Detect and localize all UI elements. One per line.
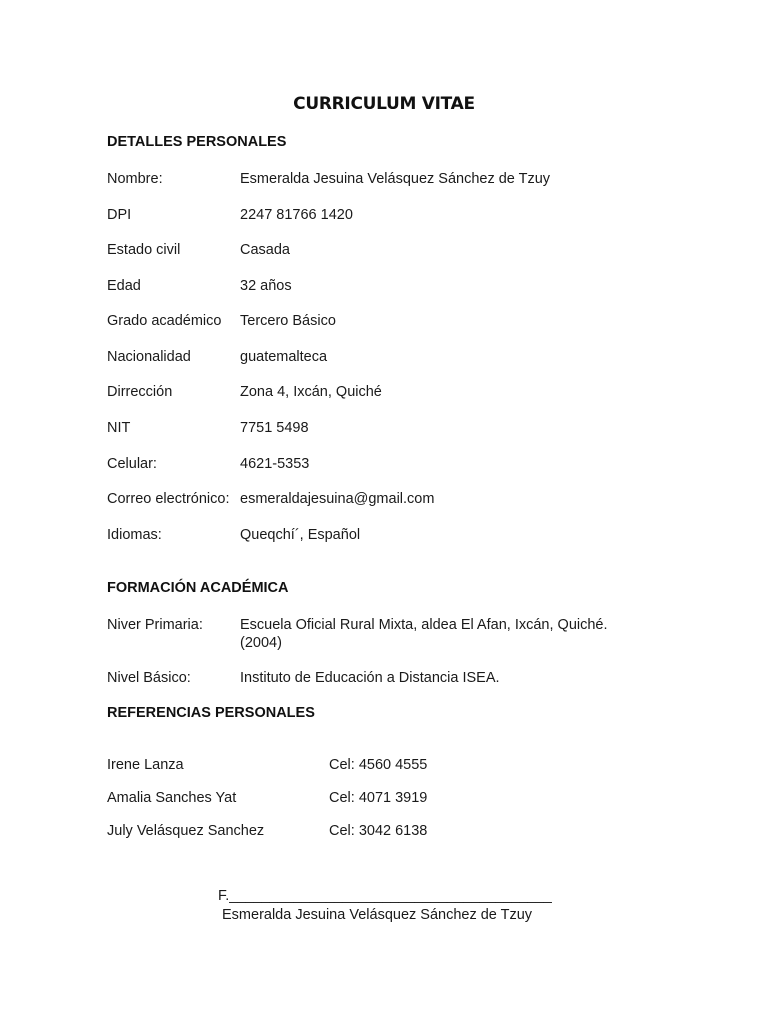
- references-heading: REFERENCIAS PERSONALES: [107, 705, 315, 721]
- reference-name: July Velásquez Sanchez: [107, 823, 265, 839]
- field-value: [240, 616, 660, 652]
- field-value: Zona 4, Ixcán, Quiché: [240, 384, 382, 400]
- field-label: NIT: [107, 420, 131, 436]
- field-label: Niver Primaria:: [107, 617, 203, 633]
- signature-line: F.________________________________________: [218, 888, 552, 904]
- field-label: Edad: [107, 278, 141, 294]
- reference-phone: Cel: 4071 3919: [329, 790, 428, 806]
- personal-details-heading: DETALLES PERSONALES: [107, 134, 287, 150]
- field-value: 2247 81766 1420: [240, 207, 353, 223]
- field-value: Casada: [240, 242, 290, 258]
- reference-phone: Cel: 4560 4555: [329, 757, 428, 773]
- field-label: Correo electrónico:: [107, 491, 230, 507]
- field-value: Tercero Básico: [240, 313, 336, 329]
- field-value: esmeraldajesuina@gmail.com: [240, 491, 435, 507]
- field-value: Esmeralda Jesuina Velásquez Sánchez de Tzuy: [240, 171, 551, 187]
- document-title: CURRICULUM VITAE: [293, 94, 475, 114]
- field-label: Dirrección: [107, 384, 173, 400]
- school-name: Escuela Oficial Rural Mixta, aldea El Afan, Ixcán, Quiché.: [240, 617, 608, 633]
- field-value: Queqchí´, Español: [240, 527, 361, 543]
- field-label: Estado civil: [107, 242, 181, 258]
- field-label: DPI: [107, 207, 132, 223]
- field-value: 32 años: [240, 278, 292, 294]
- field-label: Celular:: [107, 456, 157, 472]
- reference-phone: Cel: 3042 6138: [329, 823, 428, 839]
- field-value: Instituto de Educación a Distancia ISEA.: [240, 670, 500, 686]
- field-label: Nacionalidad: [107, 349, 191, 365]
- academic-heading: FORMACIÓN ACADÉMICA: [107, 580, 289, 596]
- reference-name: Amalia Sanches Yat: [107, 790, 237, 806]
- field-label: Grado académico: [107, 313, 222, 329]
- reference-name: Irene Lanza: [107, 757, 184, 773]
- field-label: Nombre:: [107, 171, 163, 187]
- field-value: 7751 5498: [240, 420, 309, 436]
- signature-name: Esmeralda Jesuina Velásquez Sánchez de Tzuy: [222, 907, 533, 923]
- school-year: (2004): [240, 635, 282, 651]
- field-value: guatemalteca: [240, 349, 328, 365]
- field-label: Nivel Básico:: [107, 670, 191, 686]
- field-label: Idiomas:: [107, 527, 162, 543]
- field-value: 4621-5353: [240, 456, 310, 472]
